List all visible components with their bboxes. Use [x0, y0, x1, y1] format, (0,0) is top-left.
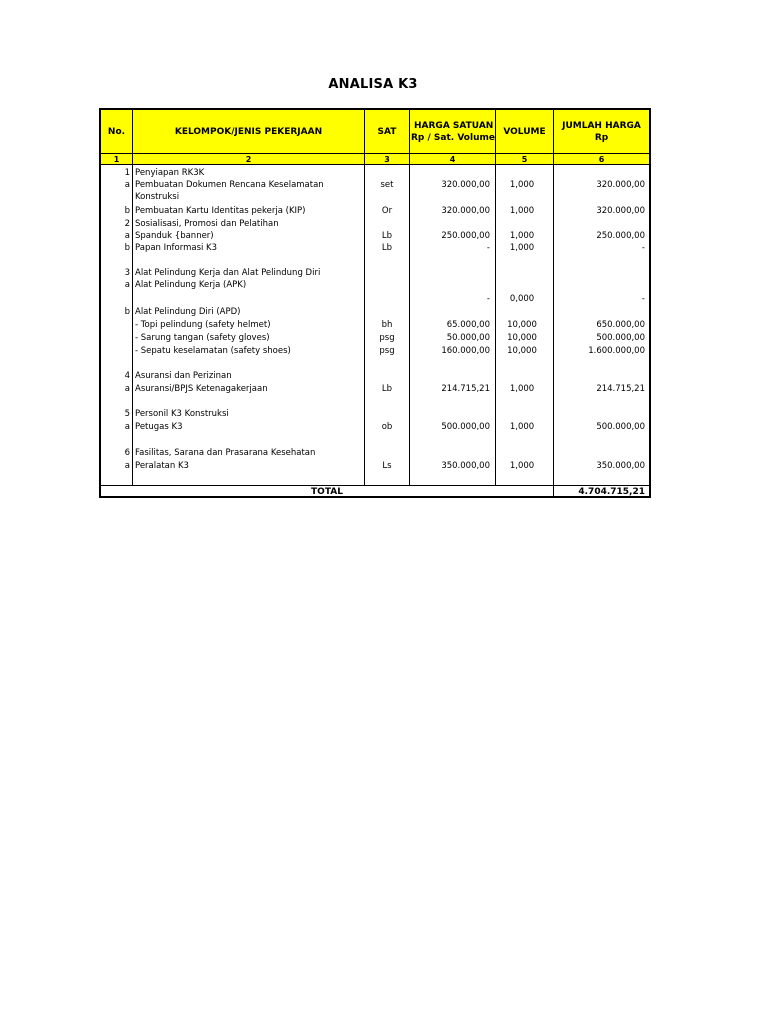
cell-jumlah: 650.000,00: [596, 320, 645, 330]
cell-harga: -: [486, 294, 490, 304]
cell-desc: Fasilitas, Sarana dan Prasarana Kesehatan: [135, 448, 316, 458]
cell-desc: Spanduk {banner): [135, 231, 214, 241]
cell-jumlah: 350.000,00: [596, 461, 645, 471]
cell-desc: Personil K3 Konstruksi: [135, 409, 229, 419]
cell-harga: 320.000,00: [441, 180, 490, 190]
cell-no: a: [124, 180, 130, 190]
cell-desc: Peralatan K3: [135, 461, 189, 471]
cell-volume: 1,000: [509, 243, 535, 253]
cell-volume: 10,000: [507, 346, 537, 356]
header-jumlah-line1: JUMLAH HARGA: [562, 121, 641, 131]
cell-no: 5: [124, 409, 130, 419]
cell-no: 6: [124, 448, 130, 458]
cell-no: a: [124, 461, 130, 471]
header-harga-satuan: [410, 110, 495, 154]
header-jumlah-line2: Rp: [594, 133, 609, 143]
cell-desc: Pembuatan Dokumen Rencana Keselamatan: [135, 180, 324, 190]
cell-harga: 160.000,00: [441, 346, 490, 356]
cell-sat: Lb: [381, 243, 393, 253]
cell-jumlah: 214.715,21: [596, 384, 645, 394]
cell-desc: Alat Pelindung Kerja (APK): [135, 280, 247, 290]
cell-sat: Lb: [381, 384, 393, 394]
cell-sat: Lb: [381, 231, 393, 241]
cell-sat: Or: [381, 206, 393, 216]
cell-desc: - Sepatu keselamatan (safety shoes): [135, 346, 291, 356]
header-kelompok: KELOMPOK/JENIS PEKERJAAN: [174, 127, 323, 137]
cell-sat: psg: [379, 346, 395, 356]
cell-sat: psg: [379, 333, 395, 343]
cell-jumlah: 320.000,00: [596, 180, 645, 190]
col-number-6: 6: [598, 154, 605, 164]
header-jumlah-harga: [554, 110, 649, 154]
cell-harga: 65.000,00: [446, 320, 490, 330]
col-number-1: 1: [113, 154, 120, 164]
cell-jumlah: 500.000,00: [596, 422, 645, 432]
header-harga-line1: HARGA SATUAN: [414, 121, 494, 131]
cell-harga: 500.000,00: [441, 422, 490, 432]
cell-no: 3: [124, 268, 130, 278]
cell-no: 1: [124, 168, 130, 178]
cell-volume: 1,000: [509, 461, 535, 471]
col-number-3: 3: [384, 154, 390, 164]
header-harga-line2: Rp / Sat. Volume: [411, 133, 495, 143]
cell-desc: Asuransi/BPJS Ketenagakerjaan: [135, 384, 268, 394]
header-volume: VOLUME: [503, 127, 546, 137]
cell-no: a: [124, 231, 130, 241]
cell-no: 2: [124, 219, 130, 229]
cell-desc: Penyiapan RK3K: [135, 168, 205, 178]
cell-no: b: [124, 243, 130, 253]
page-title: ANALISA K3: [328, 77, 418, 92]
cell-volume: 0,000: [509, 294, 535, 304]
cell-desc: Alat Pelindung Kerja dan Alat Pelindung Diri: [135, 268, 321, 278]
header-sat: SAT: [377, 127, 397, 137]
cell-no: b: [124, 206, 130, 216]
cell-jumlah: 1.600.000,00: [588, 346, 645, 356]
cell-jumlah: -: [641, 294, 645, 304]
cell-jumlah: 250.000,00: [596, 231, 645, 241]
cell-desc: Petugas K3: [135, 422, 183, 432]
cell-sat: set: [380, 180, 394, 190]
total-label: TOTAL: [311, 487, 343, 497]
cell-harga: -: [486, 243, 490, 253]
analysis-table: [99, 108, 651, 498]
cell-desc: Alat Pelindung Diri (APD): [135, 307, 241, 317]
cell-jumlah: 320.000,00: [596, 206, 645, 216]
col-number-4: 4: [449, 154, 456, 164]
cell-desc: Asuransi dan Perizinan: [135, 371, 232, 381]
cell-desc: Sosialisasi, Promosi dan Pelatihan: [135, 219, 279, 229]
total-value: 4.704.715,21: [578, 487, 645, 497]
cell-volume: 10,000: [507, 320, 537, 330]
cell-no: a: [124, 280, 130, 290]
cell-volume: 1,000: [509, 384, 535, 394]
col-number-5: 5: [521, 154, 528, 164]
cell-desc: - Topi pelindung (safety helmet): [135, 320, 271, 330]
cell-harga: 350.000,00: [441, 461, 490, 471]
cell-volume: 1,000: [509, 206, 535, 216]
cell-no: a: [124, 384, 130, 394]
cell-jumlah: -: [641, 243, 645, 253]
cell-desc: Papan Informasi K3: [135, 243, 218, 253]
cell-volume: 1,000: [509, 180, 535, 190]
cell-sat: Ls: [382, 461, 392, 471]
cell-desc: Pembuatan Kartu Identitas pekerja (KIP): [135, 206, 306, 216]
cell-volume: 10,000: [507, 333, 537, 343]
cell-harga: 320.000,00: [441, 206, 490, 216]
divider: [132, 110, 133, 485]
cell-harga: 214.715,21: [441, 384, 490, 394]
cell-no: 4: [124, 371, 130, 381]
cell-jumlah: 500.000,00: [596, 333, 645, 343]
cell-no: b: [124, 307, 130, 317]
header-no: No.: [107, 127, 126, 137]
cell-volume: 1,000: [509, 231, 535, 241]
cell-no: a: [124, 422, 130, 432]
cell-sat: ob: [381, 422, 393, 432]
cell-sat: bh: [381, 320, 393, 330]
cell-desc: - Sarung tangan (safety gloves): [135, 333, 270, 343]
cell-volume: 1,000: [509, 422, 535, 432]
cell-harga: 250.000,00: [441, 231, 490, 241]
cell-desc: Konstruksi: [135, 192, 180, 202]
col-number-2: 2: [245, 154, 252, 164]
cell-harga: 50.000,00: [446, 333, 490, 343]
